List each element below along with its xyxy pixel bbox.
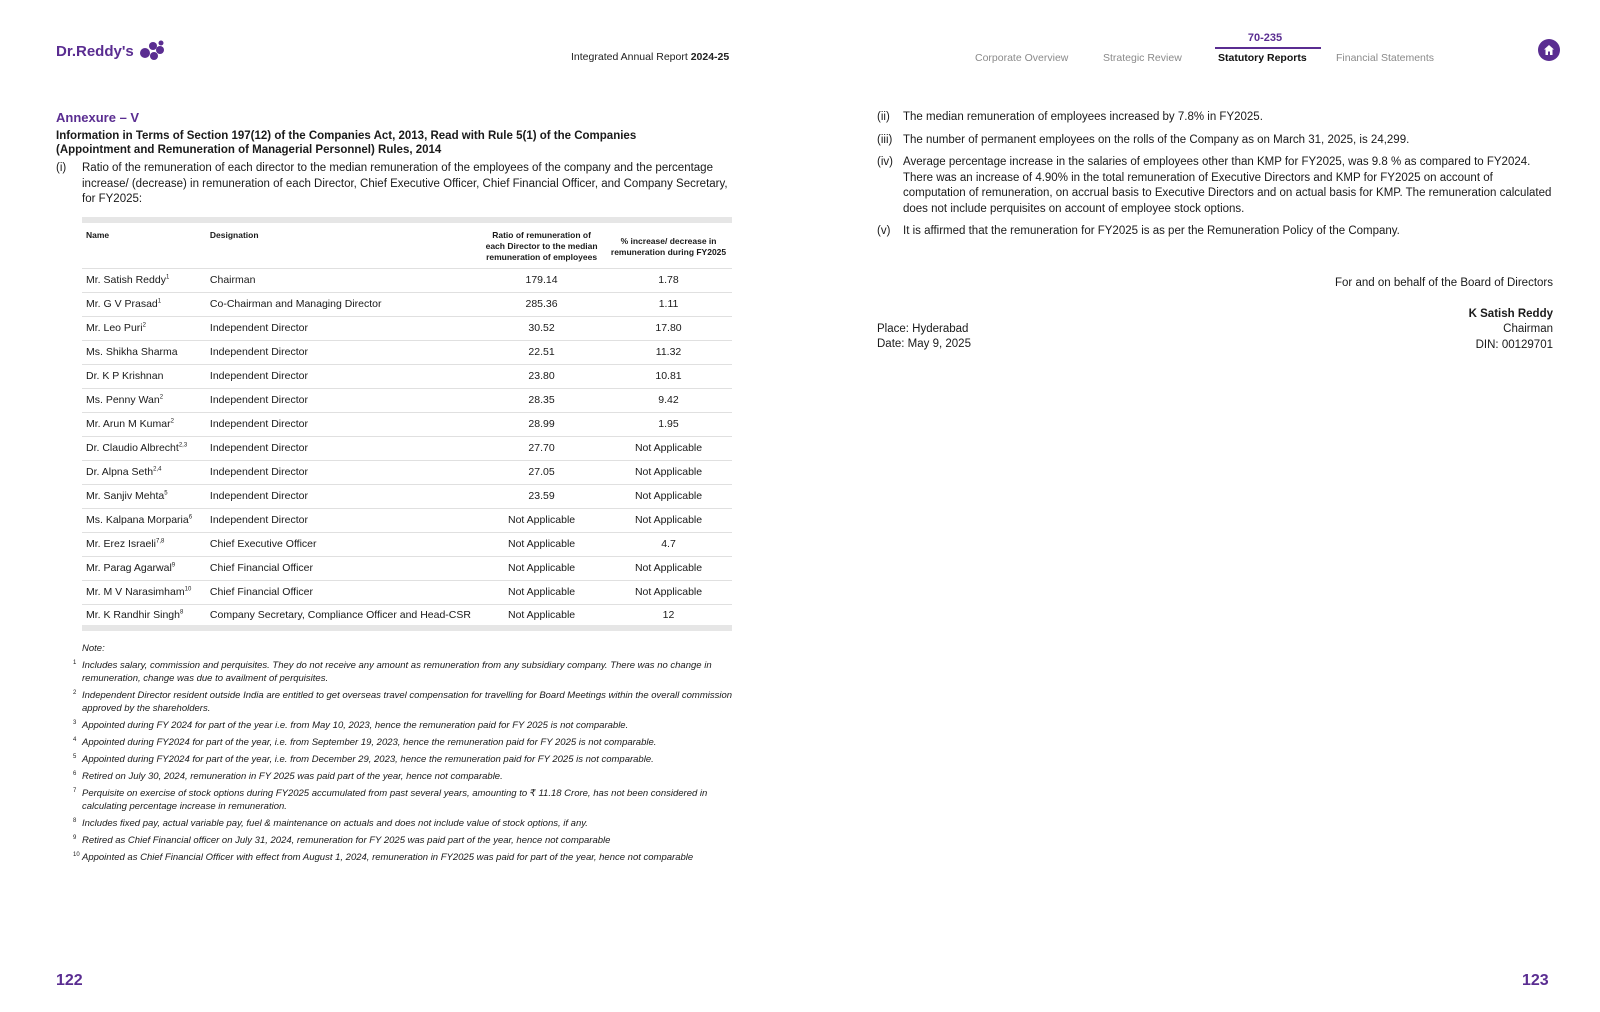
person-name: Dr. K P Krishnan [86, 370, 164, 382]
cell-designation: Independent Director [206, 316, 478, 340]
cell-designation: Independent Director [206, 340, 478, 364]
right-page [877, 110, 1553, 356]
signature-block [877, 276, 1553, 356]
annexure-title: Annexure – V [56, 110, 140, 125]
nav-strategic-review[interactable]: Strategic Review [1103, 52, 1182, 64]
cell-change: Not Applicable [605, 508, 732, 532]
item-i-number: (i) [56, 162, 67, 174]
cell-change: 9.42 [605, 388, 732, 412]
cell-change: 1.78 [605, 268, 732, 292]
cell-change: 10.81 [605, 364, 732, 388]
item-i [56, 161, 732, 208]
place-date [877, 322, 971, 353]
page-number-right: 123 [1522, 972, 1549, 989]
footnote-ref: 10 [184, 586, 192, 593]
cell-change: Not Applicable [605, 436, 732, 460]
person-name: Mr. K Randhir Singh [86, 608, 180, 621]
footnote-number: 8 [73, 818, 77, 824]
cell-name [82, 436, 206, 460]
footnote-number: 10 [73, 852, 80, 858]
cell-name [82, 316, 206, 340]
cell-change: Not Applicable [605, 484, 732, 508]
item-i-text: Ratio of the remuneration of each director to the median remuneration of the employees of the company and the percentage increase/ (decrease) in remuneration of each Director, Chief Executive Officer, Chief Financial Officer, and Company Secretary, for FY2025: [82, 162, 728, 205]
person-name: Ms. Kalpana Morparia [86, 514, 189, 526]
footnote [73, 753, 742, 766]
item-text: Average percentage increase in the salaries of employees other than KMP for FY2025, was 9.8 % as compared to FY2024. There was an increase of 4.90% in the total remuneration of Executive Directors and KMP for FY2025 on account of computation of remuneration, on accrual basis to Executive Directors and on actual basis for KMP. The remuneration calculated does not include perquisites on account of employee stock options. [903, 156, 1552, 215]
footnote-number: 9 [73, 835, 77, 841]
nav-active-indicator [1215, 47, 1321, 49]
item-v [877, 224, 1553, 240]
table-row [82, 532, 732, 556]
cell-ratio: 23.59 [478, 484, 605, 508]
footnote [73, 817, 742, 830]
item-text: The median remuneration of employees increased by 7.8% in FY2025. [903, 111, 1263, 123]
signatory-title: Chairman [1503, 323, 1553, 335]
cell-change: Not Applicable [605, 460, 732, 484]
table-row [82, 364, 732, 388]
cell-designation: Chairman [206, 268, 478, 292]
header-name: Name [86, 229, 110, 240]
item-number: (iii) [877, 133, 893, 146]
cell-designation: Independent Director [206, 460, 478, 484]
person-name: Mr. Satish Reddy [86, 274, 166, 286]
nav-statutory-reports[interactable]: Statutory Reports [1218, 52, 1307, 64]
left-page [56, 110, 732, 868]
annexure-subtitle: Information in Terms of Section 197(12) of the Companies Act, 2013, Read with Rule 5(1) of the Companies (Appointment and Remuneration of Managerial Personnel) Rules, 2014 [56, 130, 637, 156]
footnote-ref: 9 [171, 562, 176, 569]
footnote-ref: 5 [164, 490, 168, 497]
footnote-text: Independent Director resident outside India are entitled to get overseas travel compensation for travelling for Board Meetings within the overall commission approved by the shareholders. [82, 690, 733, 714]
cell-ratio: 22.51 [478, 340, 605, 364]
person-name: Dr. Alpna Seth [86, 466, 154, 478]
home-button[interactable] [1538, 39, 1560, 61]
footnote-number: 2 [73, 690, 77, 696]
footnote-ref: 2 [159, 394, 164, 401]
footnote [73, 659, 742, 685]
report-year: 2024-25 [690, 51, 730, 63]
footnote [73, 851, 742, 864]
cell-designation: Independent Director [206, 508, 478, 532]
cell-designation: Chief Executive Officer [206, 532, 478, 556]
person-name: Mr. Arun M Kumar [86, 418, 171, 430]
footnote-text: Includes salary, commission and perquisites. They do not receive any amount as remuneration from any subsidiary company. There was no change in remuneration, change was due to availment of perquisites. [82, 660, 712, 684]
footnote-number: 6 [73, 771, 77, 777]
signatory-name: K Satish Reddy [1468, 307, 1553, 320]
footnote-ref: 8 [179, 609, 184, 616]
table-row [82, 388, 732, 412]
person-name: Mr. Erez Israeli [86, 538, 157, 550]
place-text: Place: Hyderabad [877, 322, 969, 335]
signatory [1469, 307, 1553, 354]
table-row [82, 292, 732, 316]
person-name: Dr. Claudio Albrecht [86, 442, 179, 454]
footnote-text: Appointed during FY2024 for part of the year, i.e. from September 19, 2023, hence the remuneration paid for FY 2025 is not comparable. [82, 737, 657, 748]
cell-ratio: 30.52 [478, 316, 605, 340]
item-number: (iv) [877, 156, 893, 168]
footnote-ref: 1 [165, 274, 170, 281]
cell-ratio: 179.14 [478, 268, 605, 292]
header-designation: Designation [209, 229, 259, 240]
cell-name [82, 412, 206, 436]
table-row [82, 508, 732, 532]
person-name: Mr. G V Prasad [86, 298, 158, 310]
cell-name [82, 556, 206, 580]
item-iii [877, 133, 1553, 149]
header-change: % increase/ decrease in remuneration during FY2025 [610, 235, 727, 257]
cell-ratio: 285.36 [478, 292, 605, 316]
cell-ratio: Not Applicable [478, 604, 605, 628]
person-name: Mr. M V Narasimham [86, 586, 185, 598]
cell-name [82, 580, 206, 604]
cell-change: Not Applicable [605, 556, 732, 580]
cell-change: 4.7 [605, 532, 732, 556]
remuneration-table [82, 217, 732, 632]
cell-name [82, 508, 206, 532]
item-number: (ii) [877, 111, 890, 123]
footnote [73, 689, 742, 715]
footnote-text: Appointed as Chief Financial Officer with effect from August 1, 2024, remuneration in FY2025 was paid for part of the year, hence not comparable [82, 852, 694, 863]
footnote-text: Retired on July 30, 2024, remuneration in FY 2025 was paid part of the year, hence not comparable. [82, 771, 503, 782]
table-row [82, 604, 732, 628]
person-name: Mr. Parag Agarwal [86, 562, 172, 574]
footnote-ref: 1 [157, 298, 162, 305]
cell-name [82, 340, 206, 364]
footnote-text: Appointed during FY 2024 for part of the year i.e. from May 10, 2023, hence the remuneration paid for FY 2025 is not comparable. [82, 720, 629, 731]
cell-change: 11.32 [605, 340, 732, 364]
cell-designation: Independent Director [206, 388, 478, 412]
cell-ratio: Not Applicable [478, 532, 605, 556]
cell-name [82, 364, 206, 388]
cell-name [82, 484, 206, 508]
table-row [82, 580, 732, 604]
item-ii [877, 110, 1553, 126]
footnote [73, 736, 742, 749]
for-board-text: For and on behalf of the Board of Directors [1335, 276, 1553, 289]
date-text: Date: May 9, 2025 [877, 338, 971, 350]
footnote-number: 3 [73, 720, 77, 726]
item-number: (v) [877, 225, 891, 237]
signatory-din: DIN: 00129701 [1475, 338, 1553, 351]
footnote-number: 1 [73, 660, 77, 666]
cell-designation: Co-Chairman and Managing Director [206, 292, 478, 316]
table-row [82, 436, 732, 460]
footnote [73, 834, 742, 847]
footnote-text: Appointed during FY2024 for part of the year, i.e. from December 29, 2023, hence the remuneration paid for FY 2025 is not comparable. [82, 754, 654, 765]
nav-corporate-overview[interactable]: Corporate Overview [975, 52, 1069, 64]
header-ratio: Ratio of remuneration of each Director to the median remuneration of employees [485, 229, 598, 262]
cell-designation: Chief Financial Officer [206, 556, 478, 580]
table-row [82, 268, 732, 292]
cell-designation: Independent Director [206, 364, 478, 388]
footnote-ref: 6 [188, 514, 193, 521]
cell-ratio: Not Applicable [478, 508, 605, 532]
logo-text: Dr.Reddy's [56, 42, 134, 60]
cell-change: 12 [605, 604, 732, 628]
cell-designation: Chief Financial Officer [206, 580, 478, 604]
section-nav [975, 52, 1446, 64]
cell-ratio: Not Applicable [478, 580, 605, 604]
home-icon [1543, 44, 1555, 56]
item-text: The number of permanent employees on the rolls of the Company as on March 31, 2025, is 24,299. [903, 133, 1410, 146]
footnote-ref: 2 [170, 418, 174, 425]
footnote-ref: 2,4 [153, 466, 162, 473]
person-name: Ms. Shikha Sharma [86, 346, 178, 358]
nav-financial-statements[interactable]: Financial Statements [1336, 52, 1435, 64]
cell-name [82, 268, 206, 292]
report-title [571, 51, 729, 63]
notes-section [73, 642, 742, 864]
cell-designation: Company Secretary, Compliance Officer and Head-CSR [206, 604, 478, 628]
person-name: Mr. Sanjiv Mehta [86, 490, 165, 502]
cell-name [82, 532, 206, 556]
footnote-number: 7 [73, 788, 77, 794]
nav-page-range: 70-235 [1247, 32, 1283, 44]
footnote-text: Retired as Chief Financial officer on July 31, 2024, remuneration for FY 2025 was paid part of the year, hence not comparable [82, 835, 611, 846]
cell-designation: Independent Director [206, 412, 478, 436]
person-name: Ms. Penny Wan [86, 394, 160, 406]
table-row [82, 460, 732, 484]
cell-name [82, 388, 206, 412]
cell-designation: Independent Director [206, 436, 478, 460]
cell-ratio: Not Applicable [478, 556, 605, 580]
item-iv [877, 155, 1553, 217]
cell-change: 1.95 [605, 412, 732, 436]
cell-change: 1.11 [605, 292, 732, 316]
table-row [82, 484, 732, 508]
cell-ratio: 27.05 [478, 460, 605, 484]
table-row [82, 340, 732, 364]
table-header-row [82, 220, 732, 269]
person-name: Mr. Leo Puri [86, 322, 143, 334]
footnote [73, 719, 742, 732]
table-row [82, 556, 732, 580]
footnote-ref: 7,8 [156, 538, 165, 545]
cell-ratio: 27.70 [478, 436, 605, 460]
cell-change: 17.80 [605, 316, 732, 340]
cell-ratio: 28.99 [478, 412, 605, 436]
footnote-ref: 2 [142, 322, 146, 329]
cell-name [82, 460, 206, 484]
page-number-left: 122 [56, 972, 83, 989]
cell-change: Not Applicable [605, 580, 732, 604]
cell-name [82, 292, 206, 316]
table-row [82, 412, 732, 436]
cell-designation: Independent Director [206, 484, 478, 508]
footnote-number: 4 [73, 737, 77, 743]
footnote-ref: 2,3 [178, 442, 188, 449]
item-text: It is affirmed that the remuneration for FY2025 is as per the Remuneration Policy of the Company. [903, 225, 1400, 237]
footnote-text: Includes fixed pay, actual variable pay, fuel & maintenance on actuals and does not include value of stock options, if any. [82, 818, 588, 829]
footnote [73, 787, 742, 813]
table-row [82, 316, 732, 340]
cell-ratio: 28.35 [478, 388, 605, 412]
cell-ratio: 23.80 [478, 364, 605, 388]
report-title-text: Integrated Annual Report [571, 51, 688, 63]
company-logo [56, 40, 166, 62]
cell-name [82, 604, 206, 628]
footnote-text: Perquisite on exercise of stock options during FY2025 accumulated from past several years, amounting to ₹ 11.18 Crore, has not been considered in calculating percentage increase in remuneration. [82, 788, 708, 812]
footnote [73, 770, 742, 783]
note-heading: Note: [82, 643, 105, 654]
footnote-number: 5 [73, 754, 77, 760]
logo-dots-icon [138, 40, 166, 62]
